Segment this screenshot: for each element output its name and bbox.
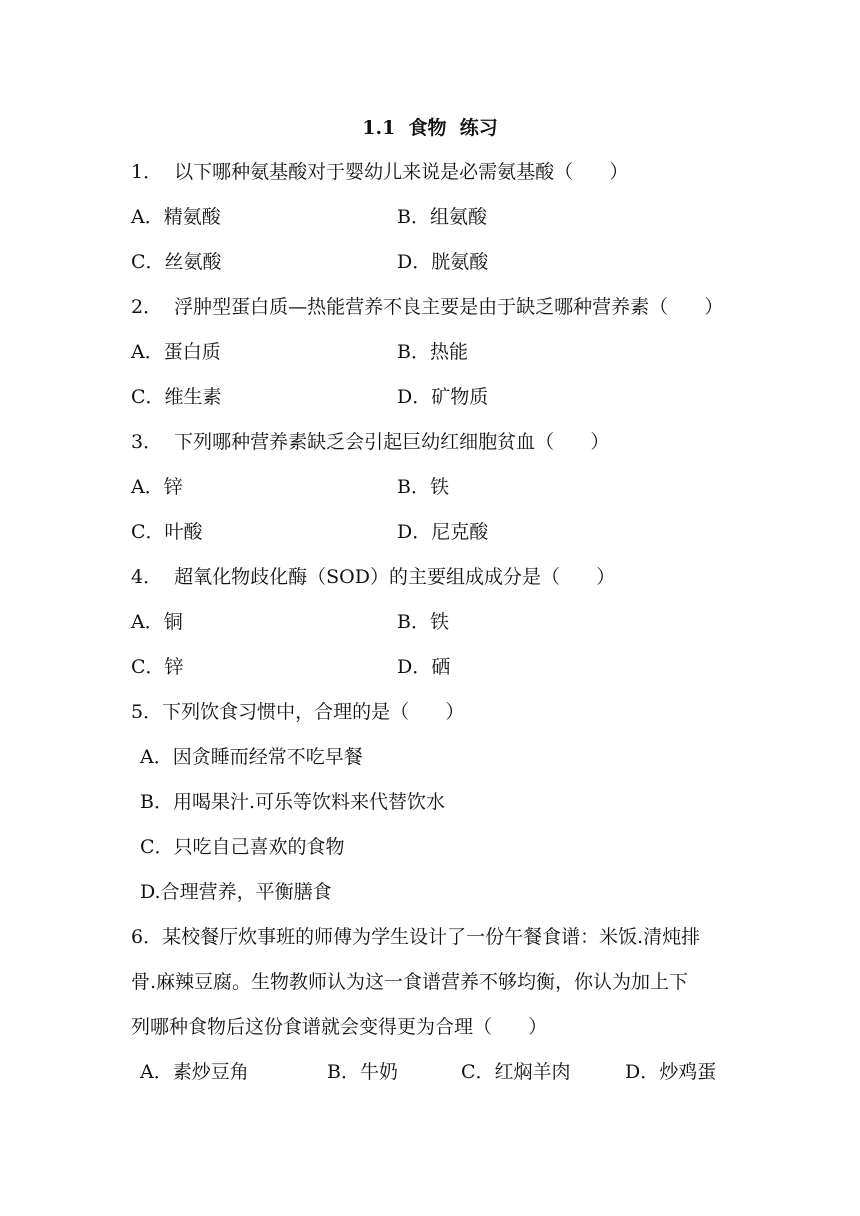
- question-6-option-a: A．素炒豆角: [140, 1061, 249, 1083]
- question-6-stem-line-3: 列哪种食物后这份食谱就会变得更为合理（ ）: [131, 1016, 548, 1038]
- question-1-stem: 1． 以下哪种氨基酸对于婴幼儿来说是必需氨基酸（ ）: [131, 161, 629, 183]
- question-5-option-b: B．用喝果汁.可乐等饮料来代替饮水: [140, 791, 446, 813]
- question-1-option-d: D．胱氨酸: [397, 251, 489, 273]
- page-title: 1.1 食物 练习: [362, 117, 498, 139]
- question-1-option-a: A．精氨酸: [131, 206, 221, 228]
- question-3-stem: 3． 下列哪种营养素缺乏会引起巨幼红细胞贫血（ ）: [131, 431, 610, 453]
- question-6-stem-line-2: 骨.麻辣豆腐。生物教师认为这一食谱营养不够均衡，你认为加上下: [131, 971, 689, 993]
- question-3-option-a: A．锌: [131, 476, 183, 498]
- question-3-option-b: B．铁: [397, 476, 449, 498]
- question-5-stem: 5．下列饮食习惯中，合理的是（ ）: [131, 701, 465, 723]
- question-4-option-c: C．锌: [131, 656, 184, 678]
- question-2-option-b: B．热能: [397, 341, 468, 363]
- question-5-option-a: A．因贪睡而经常不吃早餐: [140, 746, 363, 768]
- question-1-option-c: C．丝氨酸: [131, 251, 222, 273]
- question-3-option-d: D．尼克酸: [397, 521, 489, 543]
- question-5-option-c: C．只吃自己喜欢的食物: [140, 836, 345, 858]
- question-2-option-d: D．矿物质: [397, 386, 489, 408]
- question-6-option-b: B．牛奶: [327, 1061, 398, 1083]
- question-4-option-d: D．硒: [397, 656, 451, 678]
- question-3-option-c: C．叶酸: [131, 521, 203, 543]
- question-2-stem: 2． 浮肿型蛋白质—热能营养不良主要是由于缺乏哪种营养素（ ）: [131, 296, 724, 318]
- question-4-option-b: B．铁: [397, 611, 449, 633]
- question-6-option-c: C．红焖羊肉: [461, 1061, 571, 1083]
- question-6-stem-line-1: 6．某校餐厅炊事班的师傅为学生设计了一份午餐食谱：米饭.清炖排: [131, 926, 701, 948]
- question-4-option-a: A．铜: [131, 611, 183, 633]
- question-1-option-b: B．组氨酸: [397, 206, 487, 228]
- question-6-option-d: D．炒鸡蛋: [625, 1061, 717, 1083]
- question-2-option-a: A．蛋白质: [131, 341, 221, 363]
- question-2-option-c: C．维生素: [131, 386, 222, 408]
- question-5-option-d: D.合理营养，平衡膳食: [140, 881, 332, 903]
- question-4-stem: 4． 超氧化物歧化酶（SOD）的主要组成成分是（ ）: [131, 566, 616, 588]
